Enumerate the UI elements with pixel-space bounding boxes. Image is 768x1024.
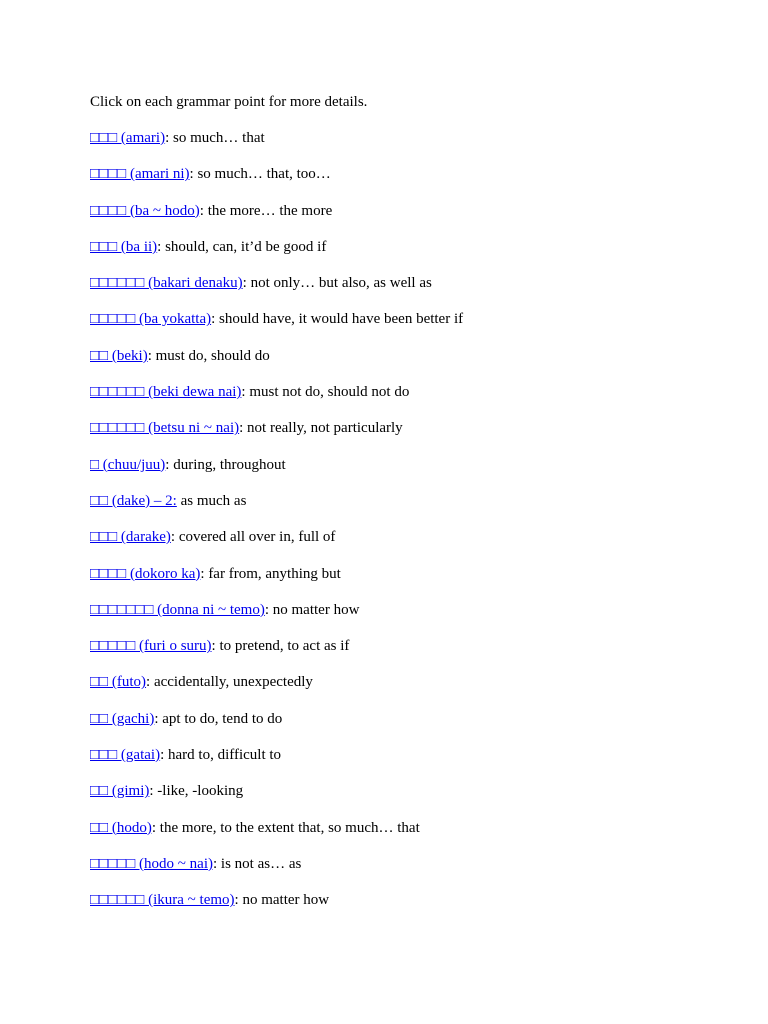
- grammar-point-meaning: should have, it would have been better if: [215, 311, 464, 328]
- grammar-point-meaning: is not as… as: [217, 855, 302, 872]
- grammar-point-item: [90, 346, 730, 366]
- grammar-point-meaning: far from, anything but: [204, 565, 341, 582]
- separator: :: [200, 565, 205, 582]
- separator: :: [234, 892, 239, 909]
- grammar-point-link[interactable]: □□ (gimi): [90, 783, 150, 800]
- grammar-point-meaning: should, can, it’d be good if: [161, 238, 327, 255]
- grammar-point-item: [90, 854, 730, 874]
- grammar-point-link[interactable]: □□□ (darake): [90, 529, 171, 546]
- grammar-point-item: [90, 709, 730, 729]
- grammar-point-link[interactable]: □□□ (ba ii): [90, 238, 158, 255]
- grammar-point-meaning: the more, to the extent that, so much… that: [156, 819, 420, 836]
- grammar-point-link[interactable]: □□□□□□ (beki dewa nai): [90, 384, 242, 401]
- intro-text: Click on each grammar point for more details.: [90, 94, 368, 110]
- grammar-point-item: [90, 309, 730, 329]
- separator: :: [211, 311, 216, 328]
- grammar-point-meaning: not really, not particularly: [243, 420, 403, 437]
- grammar-point-list: [90, 128, 730, 910]
- grammar-point-link[interactable]: □□ (hodo): [90, 819, 152, 836]
- separator: :: [170, 529, 176, 546]
- separator: :: [212, 855, 218, 872]
- grammar-point-meaning: must do, should do: [151, 347, 270, 364]
- grammar-point-link[interactable]: □□□□□□ (ikura ~ temo): [90, 892, 235, 909]
- grammar-point-meaning: to pretend, to act as if: [215, 638, 350, 655]
- grammar-point-item: [90, 237, 730, 257]
- grammar-point-meaning: covered all over in, full of: [175, 529, 336, 546]
- grammar-point-meaning: so much… that, too…: [193, 166, 331, 183]
- grammar-point-link[interactable]: □□□□□ (furi o suru): [90, 638, 212, 655]
- grammar-point-item: [90, 600, 730, 620]
- separator: :: [242, 275, 247, 292]
- grammar-point-item: [90, 527, 730, 547]
- separator: :: [151, 819, 157, 836]
- separator: :: [199, 202, 204, 219]
- separator: :: [239, 420, 244, 437]
- grammar-point-item: [90, 818, 730, 838]
- separator: :: [149, 783, 154, 800]
- separator: :: [154, 710, 159, 727]
- grammar-point-item: [90, 455, 730, 475]
- grammar-point-item: [90, 273, 730, 293]
- grammar-point-link[interactable]: □□□□ (ba ~ hodo): [90, 202, 200, 219]
- grammar-point-meaning: must not do, should not do: [245, 384, 410, 401]
- grammar-point-item: [90, 128, 730, 148]
- grammar-point-link[interactable]: □□ (dake) – 2:: [90, 492, 177, 509]
- grammar-point-meaning: apt to do, tend to do: [158, 710, 283, 727]
- separator: :: [165, 130, 170, 146]
- separator: :: [147, 347, 152, 364]
- grammar-list-page: [90, 92, 730, 927]
- grammar-point-item: [90, 491, 730, 511]
- grammar-point-link[interactable]: □□□□□□ (betsu ni ~ nai): [90, 420, 240, 437]
- grammar-point-item: [90, 636, 730, 656]
- grammar-point-meaning: no matter how: [269, 601, 360, 618]
- grammar-point-meaning: as much as: [176, 492, 247, 509]
- grammar-point-link[interactable]: □□ (gachi): [90, 710, 155, 727]
- grammar-point-link[interactable]: □□ (futo): [90, 674, 147, 691]
- grammar-point-item: [90, 745, 730, 765]
- separator: :: [165, 456, 170, 473]
- grammar-point-item: [90, 564, 730, 584]
- grammar-point-link[interactable]: □□□□ (dokoro ka): [90, 565, 201, 582]
- grammar-point-item: [90, 201, 730, 221]
- separator: :: [189, 166, 194, 183]
- grammar-point-meaning: no matter how: [238, 892, 330, 909]
- separator: :: [157, 238, 162, 255]
- grammar-point-meaning: during, throughout: [169, 456, 286, 473]
- separator: :: [264, 601, 270, 618]
- grammar-point-meaning: the more… the more: [203, 202, 333, 219]
- grammar-point-meaning: so much… that: [169, 130, 265, 146]
- separator: :: [211, 638, 216, 655]
- grammar-point-link[interactable]: □□□ (gatai): [90, 747, 161, 764]
- grammar-point-item: [90, 164, 730, 184]
- grammar-point-item: [90, 672, 730, 692]
- separator: :: [160, 747, 165, 764]
- grammar-point-link[interactable]: □ (chuu/juu): [90, 456, 166, 473]
- grammar-point-link[interactable]: □□□□ (amari ni): [90, 166, 190, 183]
- separator: :: [241, 384, 246, 401]
- grammar-point-item: [90, 382, 730, 402]
- grammar-point-link[interactable]: □□□□□ (hodo ~ nai): [90, 855, 213, 872]
- grammar-point-link[interactable]: □□□□□□□ (donna ni ~ temo): [90, 601, 265, 618]
- grammar-point-meaning: -like, -looking: [153, 783, 244, 800]
- grammar-point-meaning: accidentally, unexpectedly: [150, 674, 313, 691]
- grammar-point-link[interactable]: □□□□□□ (bakari denaku): [90, 275, 243, 292]
- grammar-point-item: [90, 418, 730, 438]
- grammar-point-link[interactable]: □□□□□ (ba yokatta): [90, 311, 212, 328]
- grammar-point-meaning: not only… but also, as well as: [246, 275, 432, 292]
- grammar-point-item: [90, 890, 730, 910]
- grammar-point-link[interactable]: □□ (beki): [90, 347, 148, 364]
- grammar-point-item: [90, 781, 730, 801]
- separator: :: [146, 674, 151, 691]
- grammar-point-meaning: hard to, difficult to: [164, 747, 282, 764]
- grammar-point-link[interactable]: □□□ (amari): [90, 130, 166, 146]
